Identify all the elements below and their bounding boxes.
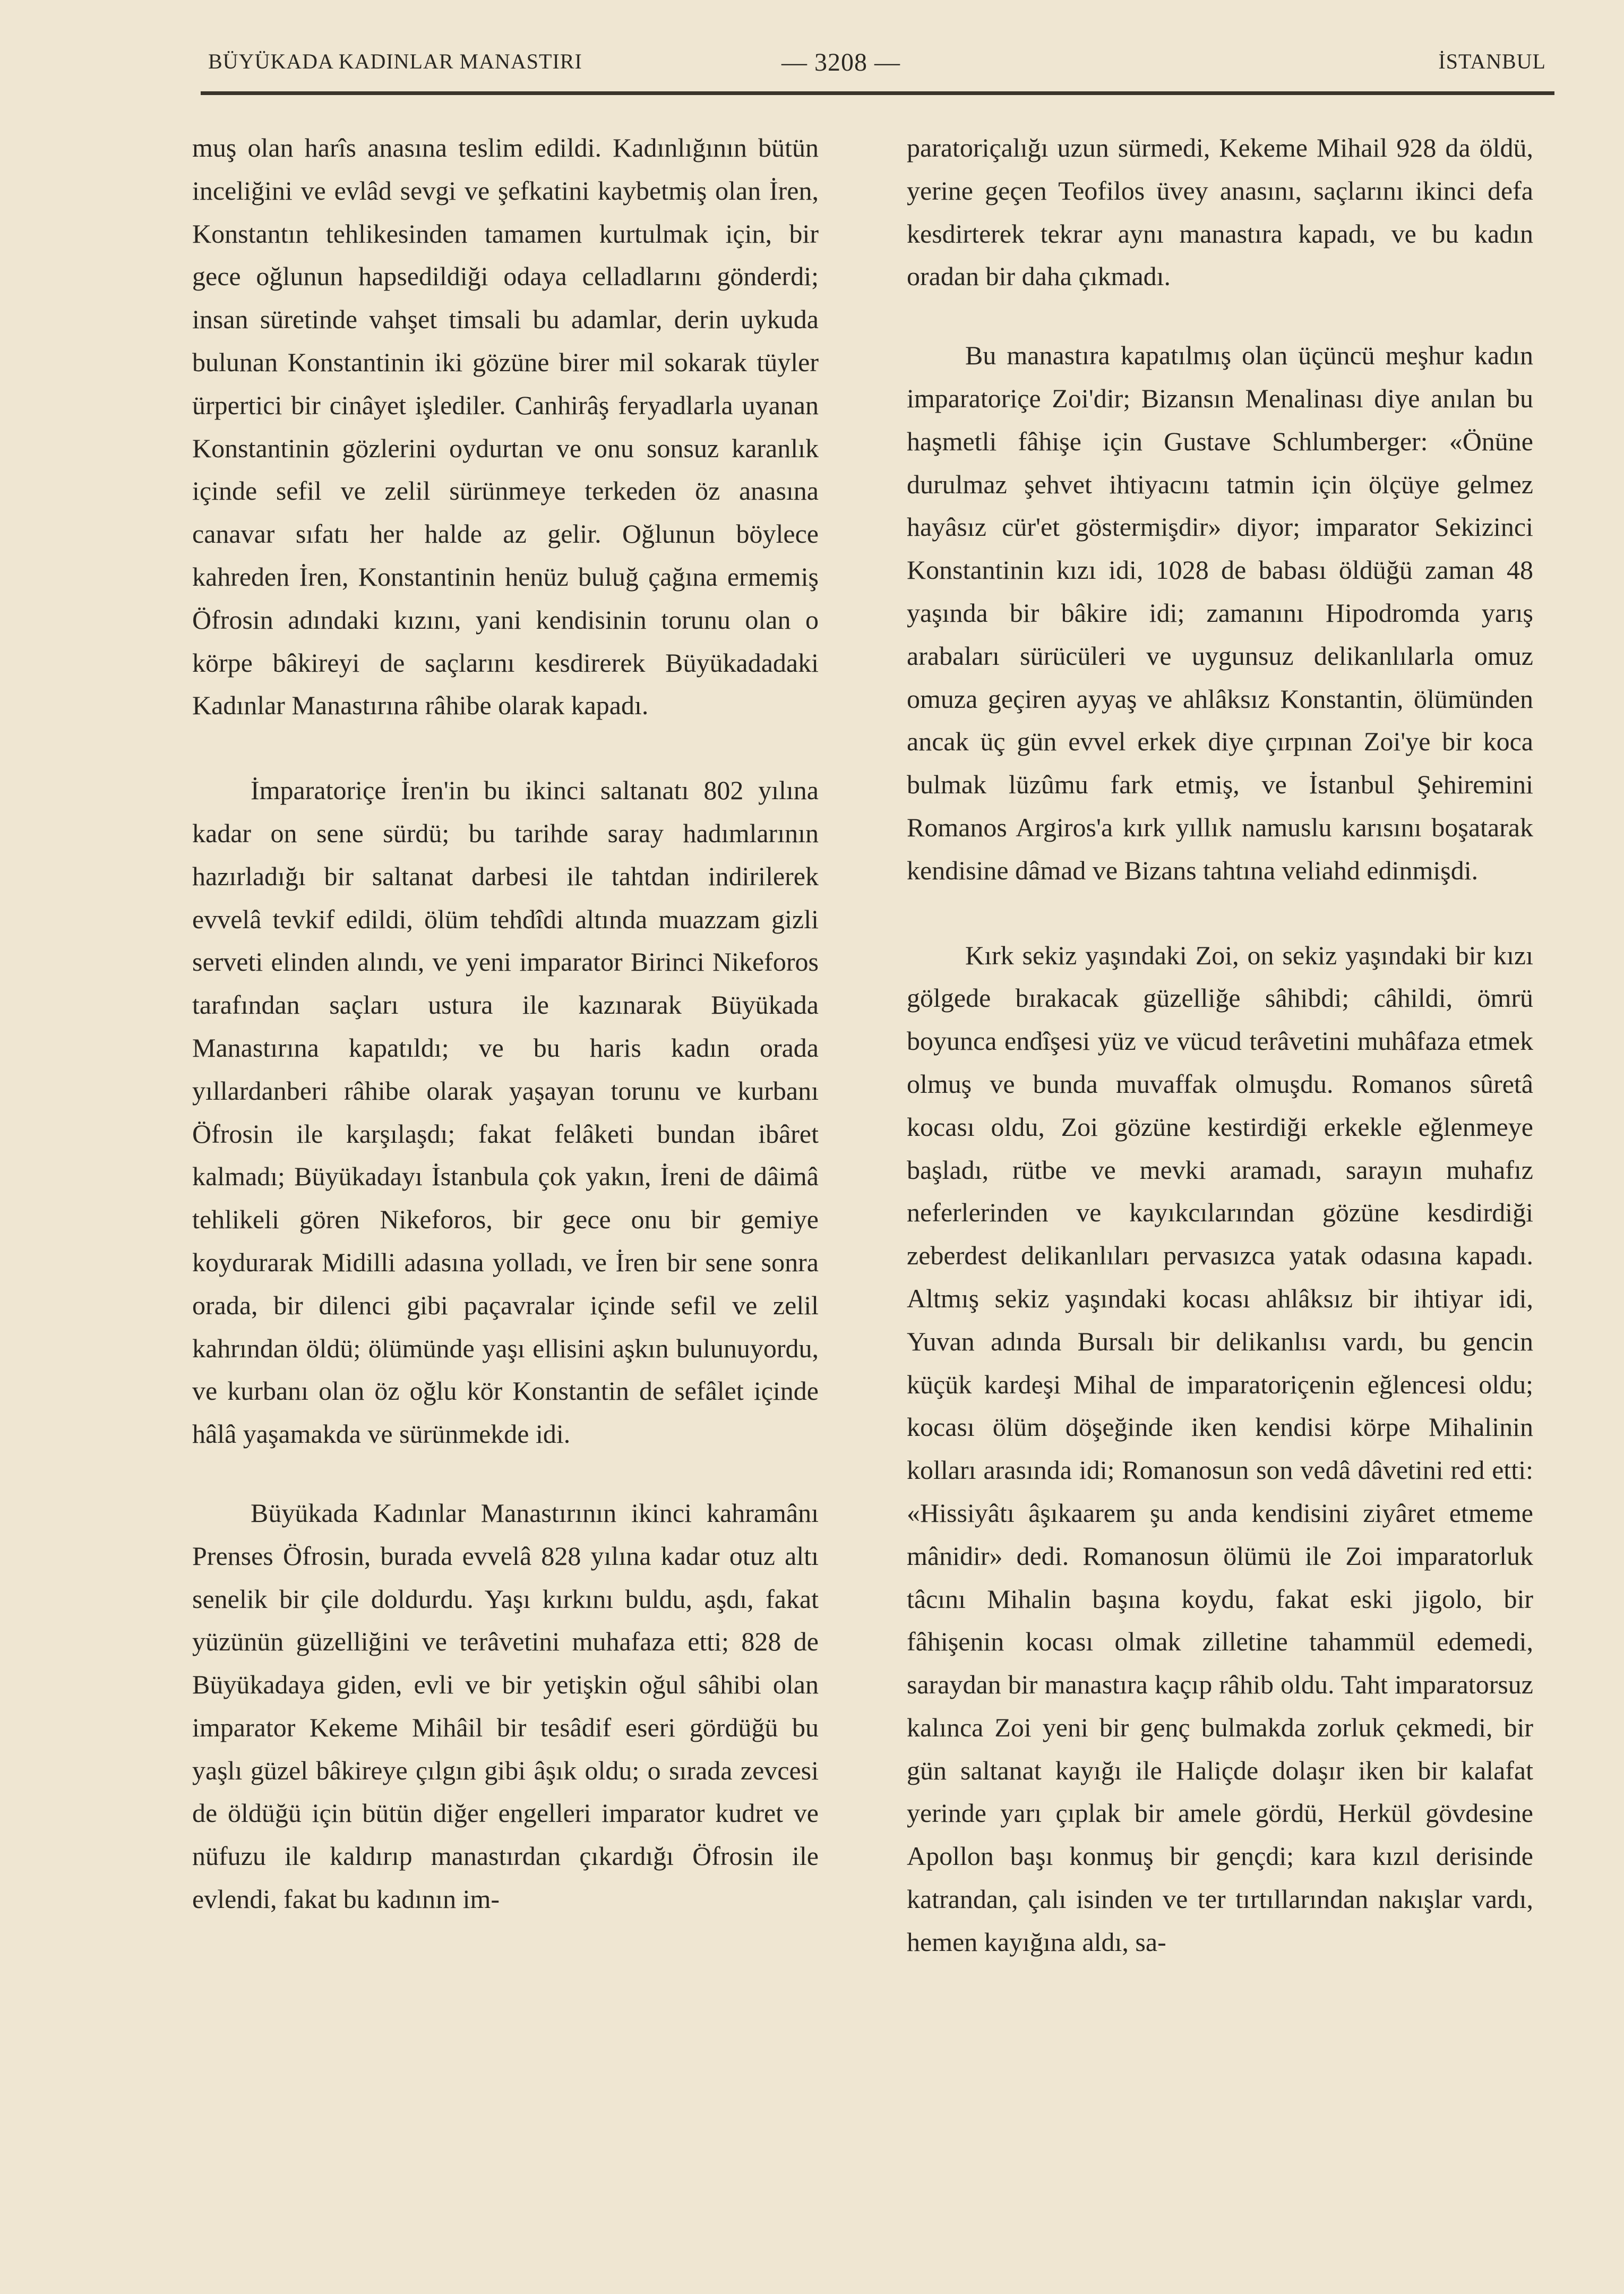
paragraph: Büyükada Kadınlar Manastırının ikinci kahramânı Prenses Öfrosin, burada evvelâ 828 yılına kadar otuz altı senelik bir çile doldurdu. Yaşı kırkını buldu, aşdı, fakat yüzünün güzelliğini ve terâvetini muhafaza etti; 828 de Büyükadaya giden, evli ve bir yetişkin oğul sâhibi olan imparator Kekeme Mihâil bir tesâdif eseri gördüğü bu yaşlı güzel bâkireye çılgın gibi âşık oldu; o sırada zevcesi de öldüğü için bütün diğer engelleri imparator kudret ve nüfuzu ile kaldırıp manastırdan çıkardığı Öfrosin ile evlendi, fakat bu kadının im- <box>192 1497 819 1914</box>
page-number: — 3208 — <box>781 48 900 76</box>
paragraph: Bu manastıra kapatılmış olan üçüncü meşhur kadın imparatoriçe Zoi'dir; Bizansın Menalinası diye anılan bu haşmetli fâhişe için Gustave Schlumberger: «Önüne durulmaz şehvet ihtiyacını tatmin için ölçüye gelmez hayâsız cür'et göstermişdir» diyor; imparator Sekizinci Konstantinin kızı idi, 1028 de babası öldüğü zaman 48 yaşında bir bâkire idi; zamanını Hipodromda yarış arabaları sürücüleri ve uygunsuz delikanlılarla omuz omuza geçiren ayyaş ve ahlâksız Konstantin, ölümünden ancak üç gün evvel erkek diye çırpınan Zoi'ye bir koca bulmak lüzûmu fark etmiş, ve İstanbul Şehiremini Romanos Argiros'a kırk yıllık namuslu karısını boşatarak kendisine dâmad ve Bizans tahtına veliahd edinmişdi. <box>907 340 1533 885</box>
running-header <box>208 49 1546 81</box>
paragraph: Kırk sekiz yaşındaki Zoi, on sekiz yaşındaki bir kızı gölgede bırakacak güzelliğe sâhibdi; câhildi, ömrü boyunca endîşesi yüz ve vücud terâvetini muhâfaza etmek olmuş ve bunda muvaffak olmuşdu. Romanos sûretâ kocası oldu, Zoi gözüne kestirdiği erkekle eğlenmeye başladı, rütbe ve mevki aramadı, sarayın muhafız neferlerinden ve kayıkcılarından gözüne kesdirdiği zeberdest delikanlıları pervasızca yatak odasına kapadı. Altmış sekiz yaşındaki kocası ahlâksız bir ihtiyar idi, Yuvan adında Bursalı bir delikanlısı vardı, bu gencin küçük kardeşi Mihal de imparatoriçenin eğlencesi oldu; kocası ölüm döşeğinde iken kendisi körpe Mihalinin kolları arasında idi; Romanosun son vedâ dâvetini red etti: «Hissiyâtı âşıkaarem şu anda kendisini ziyâret etmeme mânidir» dedi. Romanosun ölümü ile Zoi imparatorluk tâcını Mihalin başına koydu, fakat eski jigolo, bir fâhişenin kocası olmak zilletine tahammül edemedi, saraydan bir manastıra kaçıp râhib oldu. Taht imparatorsuz kalınca Zoi yeni bir genç bulmakda zorluk çekmedi, bir gün saltanat kayığı ile Haliçde dolaşır iken bir kalafat yerinde yarı çıplak bir amele gördü, Herkül gövdesine Apollon başı konmuş bir gençdi; kara kızıl derisinde katrandan, çalı isinden ve ter tırtıllarından nakışlar vardı, hemen kayığına aldı, sa- <box>907 940 1533 1957</box>
left-column <box>192 126 819 1921</box>
right-column <box>907 126 1533 1964</box>
paragraph: İmparatoriçe İren'in bu ikinci saltanatı 802 yılına kadar on sene sürdü; bu tarihde saray hadımlarının hazırladığı bir saltanat darbesi ile tahtdan indirilerek evvelâ tevkif edildi, ölüm tehdîdi altında muazzam gizli serveti elinden alındı, ve yeni imparator Birinci Nikeforos tarafından saçları ustura ile kazınarak Büyükada Manastırına kapatıldı; ve bu haris kadın orada yıllardanberi râhibe olarak yaşayan torunu ve kurbanı Öfrosin ile karşılaşdı; fakat felâketi bundan ibâret kalmadı; Büyükadayı İstanbula çok yakın, İreni de dâimâ tehlikeli gören Nikeforos, bir gece onu bir gemiye koydurarak Midilli adasına yolladı, ve İren bir sene sonra orada, bir dilenci gibi paçavralar içinde sefil ve zelil kahrından öldü; ölümünde yaşı ellisini aşkın bulunuyordu, ve kurbanı olan öz oğlu kör Konstantin de sefâlet içinde hâlâ yaşamakda ve sürünmekde idi. <box>192 775 819 1449</box>
header-rule <box>201 91 1554 95</box>
paragraph: paratoriçalığı uzun sürmedi, Kekeme Mihail 928 da öldü, yerine geçen Teofilos üvey anasını, saçlarını ikinci defa kesdirterek tekrar aynı manastıra kapadı, ve bu kadın oradan bir daha çıkmadı. <box>907 133 1533 292</box>
paragraph: muş olan harîs anasına teslim edildi. Kadınlığının bütün inceliğini ve evlâd sevgi ve şefkatini kaybetmiş olan İren, Konstantın tehlikesinden tamamen kurtulmak için, bir gece oğlunun hapsedildiği odaya celladlarını gönderdi; insan süretinde vahşet timsali bu adamlar, derin uykuda bulunan Konstantinin iki gözüne birer mil sokarak tüyler ürpertici bir cinâyet işlediler. Canhirâş feryadlarla uyanan Konstantinin gözlerini oydurtan ve onu sonsuz karanlık içinde sefil ve zelil sürünmeye terkeden öz anasına canavar sıfatı her halde az gelir. Oğlunun böylece kahreden İren, Konstantinin henüz buluğ çağına ermemiş Öfrosin adındaki kızını, yani kendisinin torunu olan o körpe bâkireyi de saçlarını kesdirerek Büyükadadaki Kadınlar Manastırına râhibe olarak kapadı. <box>192 133 819 721</box>
header-publication-title: İSTANBUL <box>1438 49 1546 73</box>
header-section-title: BÜYÜKADA KADINLAR MANASTIRI <box>208 49 582 73</box>
